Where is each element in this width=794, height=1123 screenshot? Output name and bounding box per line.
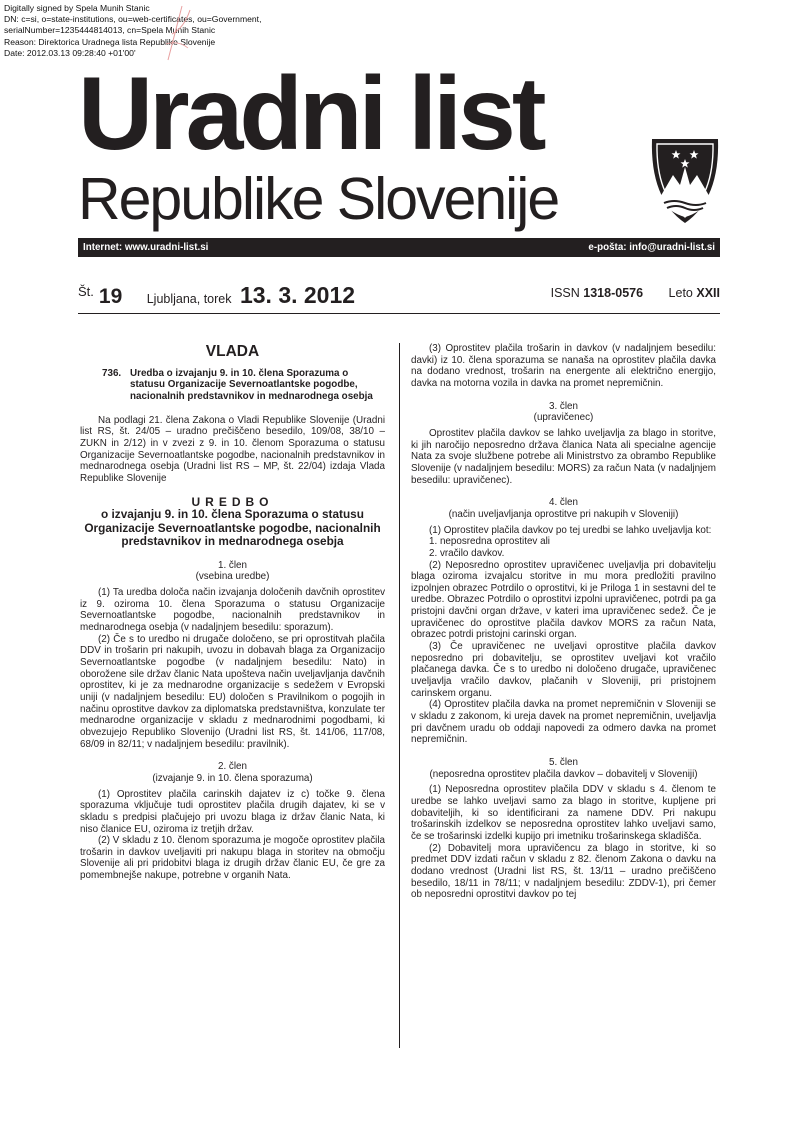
issn-number: 1318-0576 [583,286,644,300]
masthead-contact-bar [78,238,720,257]
section-heading: VLADA [205,343,260,360]
signature-line: Date: 2012.03.13 09:28:40 +01'00' [4,47,136,58]
masthead-subtitle: Republike Slovenije [78,166,559,232]
article-subtitle: (neposredna oprostitev plačila davkov – dobavitelj v Sloveniji) [429,768,698,780]
paragraph: (4) Oprostitev plačila davka na promet nepremičnin v Sloveniji se v skladu z zakonom, ki ureja davek na promet nepremičnin, uveljavlja pri davčnem uradu ob oddaji napovedi za odmero davka na promet nepremičnin. [411,699,716,746]
signature-line: serialNumber=1235444814013, cn=Spela Munih Stanic [4,25,216,36]
paragraph: (1) Oprostitev plačila carinskih dajatev iz c) točke 9. člena sporazuma vključuje tudi oprostitev plačila drugih dajatev, ki se v skladu s predpisi plačujejo pri uvozu blaga iz držav članic Nata, ki niso članice EU, oziroma iz tretjih držav. [80,788,385,835]
entry-heading [80,368,385,403]
article-heading: 2. člen [217,761,247,773]
article-heading: 3. člen [548,400,578,412]
year-label: Leto [668,286,693,300]
paragraph: (2) V skladu z 10. členom sporazuma je mogoče oprostitev plačila trošarin in davkov uveljaviti pri nakupu blaga in storitev na območju Slovenije ali pri pridobitvi blaga iz drugih držav članic EU, če gre za pomembnejše nakupe, potrebne v organih Nata. [80,835,385,882]
masthead-title: Uradni list [78,56,543,172]
entry-number: 736. [102,367,122,379]
article-heading: 4. člen [548,497,578,509]
list-item: 2. vračilo davkov. [429,547,505,559]
digital-signature-block [4,3,261,59]
signature-line: Digitally signed by Spela Munih Stanic [4,3,150,13]
issue-place-day: Ljubljana, torek [146,292,232,306]
left-column [80,343,385,882]
year-number: XXII [696,286,720,300]
paragraph: (3) Če upravičenec ne uveljavi oprostitve plačila davkov neposredno pri dobavitelju, se oprostitev uveljavi kot vračilo plačanega davka. Če s to uredbo ni določeno drugače, upravičenec uveljavlja vračilo davkov, plačanih v Sloveniji, pri pristojnem carinskem organu. [411,641,716,699]
entry-title: Uredba o izvajanju 9. in 10. člena Sporazuma o statusu Organizacije Severnoatlantske pogodbe, nacionalnih predstavnikov in mednarodnega osebja [130,367,373,402]
paragraph: Oprostitev plačila davkov se lahko uveljavlja za blago in storitve, ki jih naročijo neposredno država članica Nata ali specialne agencije Nata za svoje službene potrebe ali Ministrstvo za obrambo Republike Slovenije (v nadaljnjem besedilu: MORS) za račun Nata (v nadaljnjem besedilu: upravičenec). [411,427,716,486]
issue-date: 13. 3. 2012 [239,282,356,308]
article-subtitle: (upravičenec) [533,412,594,424]
preamble: Na podlagi 21. člena Zakona o Vladi Republike Slovenije (Uradni list RS, št. 24/05 – uradno prečiščeno besedilo, 109/08, 38/10 – ZUKN in 2/12) in v zvezi z 9. in 10. členom Sporazuma o statusu Organizacije Severnoatlantske pogodbe, nacionalnih predstavnikov in mednarodnega osebja (Uradni list RS – MP, št. 22/04) izdaja Vlada Republike Slovenije [80,414,385,484]
coat-of-arms-icon [650,137,720,225]
issue-info [78,282,720,312]
website-link[interactable]: Internet: www.uradni-list.si [83,242,209,253]
paragraph: (2) Če s to uredbo ni drugače določeno, se pri oprostitvah plačila DDV in trošarin pri nakupih, uvozu in dobavah blaga za Organizacijo Severnoatlantske pogodbe (v nadaljnjem besedilu: Nato) in oborožene sile držav članic Nata upošteva način uveljavljanja davčnih oprostitev, ki je za mednarodne organizacije s sedežem v Evropski uniji (v nadaljnjem besedilu: EU) določen s Pravilnikom o pogojih in načinu oprostitve davkov za diplomatska predstavništva, konzulate ter mednarodne organizacije v skladu z mednarodnimi pogodbami, ki obvezujejo Republiko Slovenijo (Uradni list RS, št. 141/06, 117/08, 68/09 in 82/11; v nadaljnjem besedilu: pravilnik). [80,633,385,750]
list-item: 1. neposredna oprostitev ali [429,536,550,548]
paragraph: (1) Neposredna oprostitev plačila DDV v skladu s 4. členom te uredbe se lahko uveljavi samo za blago in storitve, kupljene pri dobaviteljih, ki so identificirani za namene DDV. Pri nakupu trošarinskih izdelkov se neposredna oprostitev lahko uveljavi samo, če se trošarinski izdelki kupijo pri imetniku trošarinskega skladišča. [411,784,716,842]
document-title: o izvajanju 9. in 10. člena Sporazuma o statusu Organizacije Severnoatlantske pogodbe, nacionalnih predstavnikov in mednarodnega osebja [84,507,381,549]
paragraph: (1) Oprostitev plačila davkov po tej uredbi se lahko uveljavlja kot: [429,524,712,536]
article-subtitle: (izvajanje 9. in 10. člena sporazuma) [152,772,313,784]
issue-number: 19 [98,285,123,308]
signature-stamp-icon [160,4,194,62]
email-link[interactable]: e-pošta: info@uradni-list.si [588,242,715,253]
paragraph: (3) Oprostitev plačila trošarin in davkov (v nadaljnjem besedilu: davki) iz 10. člena sporazuma se nanaša na oprostitev plačila davka na dodano vrednost, trošarin na energente ali električno energijo, davka na motorna vozila in davka na promet nepremičnin. [411,343,716,389]
signature-line: DN: c=si, o=state-institutions, ou=web-certificates, ou=Government, [4,14,262,25]
column-divider [399,343,400,1048]
right-column [411,343,716,901]
paragraph: (2) Dobavitelj mora upravičencu za blago in storitve, ki so predmet DDV izdati račun v skladu z 82. členom Zakona o davku na dodano vrednost (Uradni list RS, št. 13/11 – uradno prečiščeno besedilo, 18/11 in 78/11; v nadaljnjem besedilu: ZDDV-1), pri čemer ob neposredni oprostitvi davkov po tej [411,842,716,901]
paragraph: (2) Neposredno oprostitev upravičenec uveljavlja pri dobavitelju blaga oziroma izvajalcu storitve in mu mora predložiti pravilno izpolnjen obrazec Potrdilo o oprostitvi, ki je Priloga 1 in sestavni del te uredbe. Obrazec Potrdilo o oprostitvi izpolni upravičenec, potrdi pa ga pristojni davčni organ države, v kateri ima upravičenec sedež. Če je upravičenec do oprostitve plačila davkov MORS za račun Nata, obrazec potrdi pristojni carinski organ. [411,559,716,641]
header-divider [78,313,720,314]
article-subtitle: (način uveljavljanja oprostitve pri nakupih v Sloveniji) [448,508,679,520]
issn-label: ISSN [550,286,580,300]
article-heading: 5. člen [548,757,578,768]
document-kind: UREDBO [191,494,274,509]
signature-line: Reason: Direktorica Uradnega lista Republike Slovenije [4,36,216,47]
paragraph: (1) Ta uredba določa način izvajanja določenih davčnih oprostitev iz 9. oziroma 10. člena Sporazuma o statusu Organizacije Severnoatlantske pogodbe, nacionalnih predstavnikov in mednarodnega osebja (v nadaljnjem besedilu: sporazum). [80,587,385,633]
article-heading: 1. člen [217,559,247,571]
issue-number-label: Št. [78,284,94,299]
article-subtitle: (vsebina uredbe) [195,571,270,583]
